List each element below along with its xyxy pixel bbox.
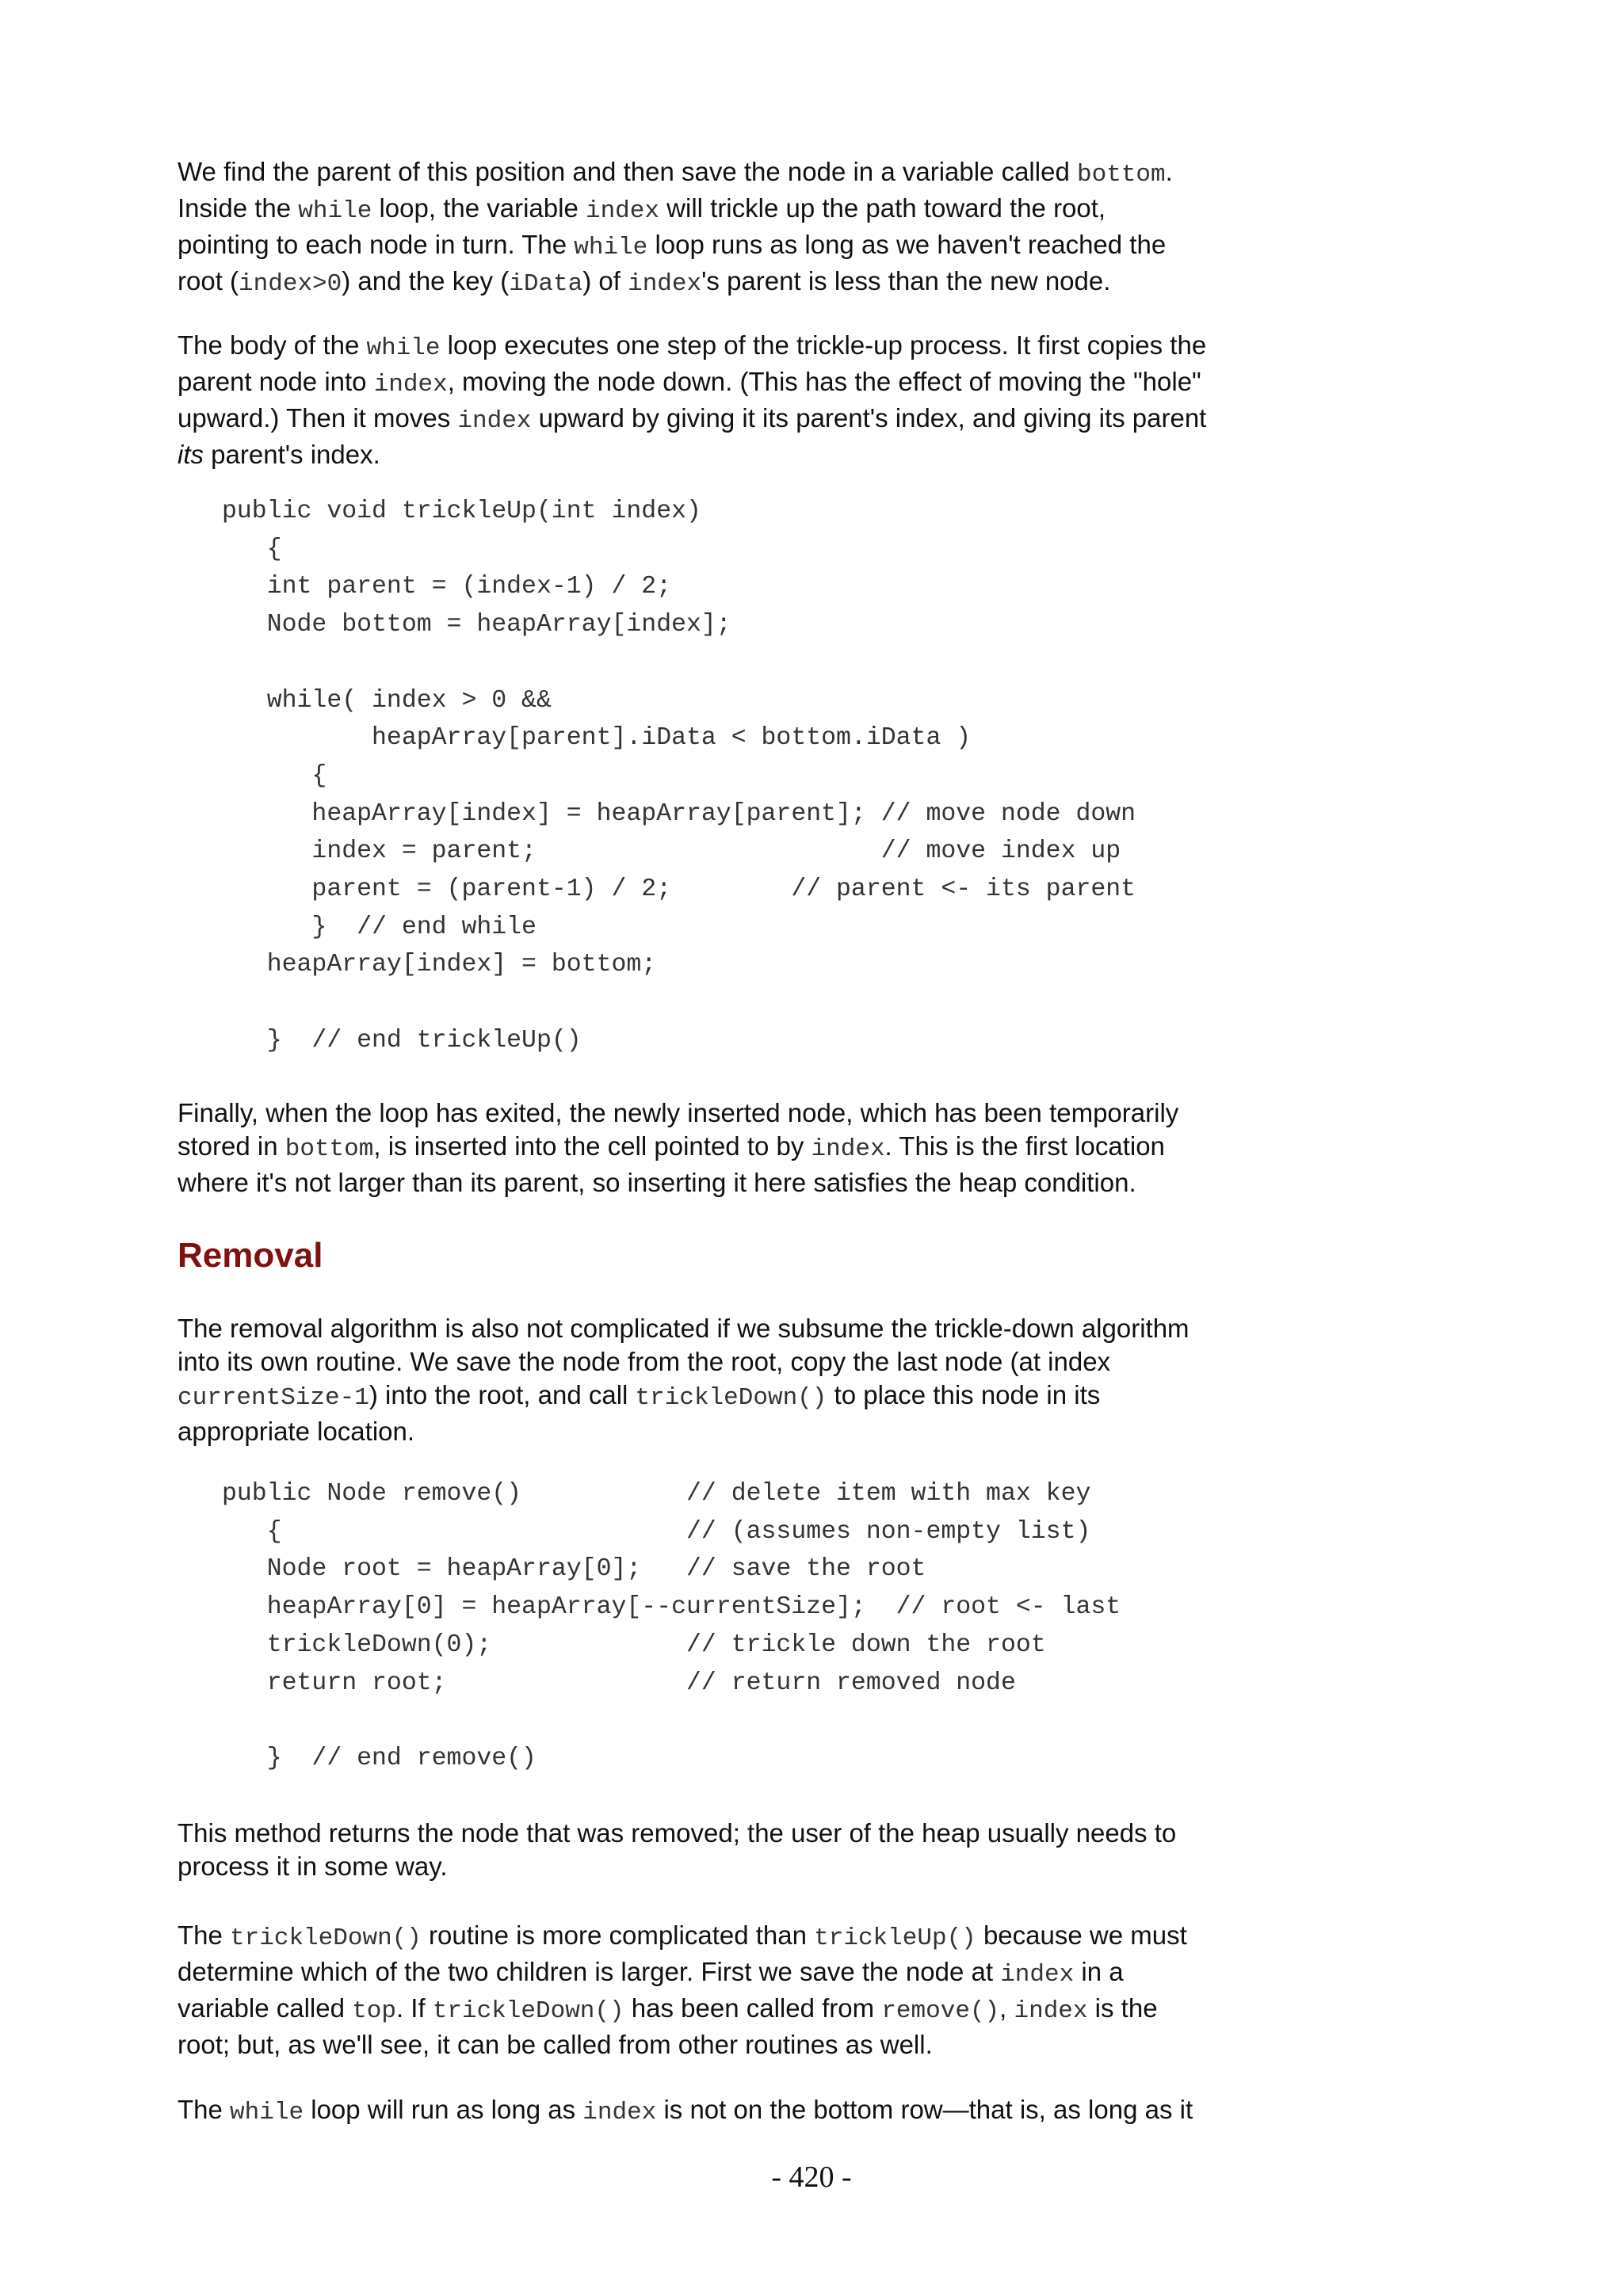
text: loop runs as long as we haven't reached the root ( <box>178 230 1167 296</box>
text: to place this node in its appropriate location. <box>178 1380 1101 1446</box>
text: Finally, when the loop has exited, the newly inserted node, which has been temporarily stored in <box>178 1098 1179 1161</box>
inline-code: index <box>1014 1997 1088 2025</box>
paragraph-find-parent <box>178 155 1173 301</box>
inline-code: index>0 <box>239 270 342 298</box>
text: will trickle up the path toward the root, pointing to each node in turn. The <box>178 193 1106 259</box>
paragraph-loop-exit <box>178 1097 1178 1199</box>
code-listing: public Node remove() // delete item with max key { // (assumes non-empty list) Node root = heapArray[0]; // save the root heapArray[0] = heapArray[--currentSize]; // root <- last trickleDown(0); // trickle down the root return root; // return removed node } // end remove() <box>222 1480 1121 1772</box>
page-number: - 420 - <box>771 2161 852 2194</box>
inline-code: currentSize-1 <box>178 1384 369 1412</box>
text: , <box>999 1993 1014 2023</box>
inline-code: index <box>1000 1961 1075 1989</box>
text: . This is the first location where it's not larger than its parent, so inserting it here satisfies the heap condition. <box>178 1131 1165 1197</box>
text: routine is more complicated than <box>421 1920 815 1950</box>
inline-code: bottom <box>285 1135 374 1163</box>
inline-code: trickleDown() <box>230 1924 422 1952</box>
paragraph-removal <box>178 1312 1190 1448</box>
text: This method returns the node that was removed; the user of the heap usually needs to process it in some way. <box>178 1818 1177 1881</box>
text: ) of <box>582 266 628 296</box>
inline-code: index <box>373 371 448 399</box>
section-heading-removal <box>178 1234 323 1277</box>
inline-code: while <box>574 234 648 261</box>
inline-code: index <box>628 270 702 298</box>
text: , moving the node down. (This has the effect of moving the "hole" upward.) Then it moves <box>178 367 1201 433</box>
inline-code: top <box>352 1997 396 2025</box>
text: ) into the root, and call <box>369 1380 636 1409</box>
text: loop will run as long as <box>304 2095 583 2124</box>
code-block-trickleup <box>222 493 1136 1060</box>
paragraph-return-node <box>178 1817 1176 1883</box>
text: , is inserted into the cell pointed to by <box>373 1131 812 1161</box>
inline-code: index <box>585 197 659 225</box>
inline-code: bottom <box>1076 161 1166 189</box>
text: because we must determine which of the two children is larger. First we save the node at <box>178 1920 1187 1986</box>
inline-code: trickleDown() <box>635 1384 827 1412</box>
text: . If <box>395 1993 433 2023</box>
text: The <box>178 2095 231 2124</box>
text: loop executes one step of the trickle-up process. It first copies the parent node into <box>178 330 1207 396</box>
inline-code: while <box>366 334 441 362</box>
inline-code: index <box>811 1135 885 1163</box>
inline-code: iData <box>509 270 583 298</box>
text: loop, the variable <box>372 193 586 223</box>
text: The body of the <box>178 330 367 360</box>
inline-code: index <box>582 2099 657 2126</box>
heading: Removal <box>178 1236 323 1275</box>
inline-code: while <box>298 197 372 225</box>
text: The <box>178 1920 231 1950</box>
text: 's parent is less than the new node. <box>701 266 1111 296</box>
paragraph-loop-body <box>178 329 1206 471</box>
text: is not on the bottom row—that is, as long as it <box>656 2095 1193 2124</box>
inline-code: trickleDown() <box>432 1997 624 2025</box>
text: upward by giving it its parent's index, and giving its parent <box>538 403 1207 433</box>
emphasis: its <box>178 440 204 469</box>
inline-code: trickleUp() <box>814 1924 976 1952</box>
inline-code: remove() <box>881 1997 1000 2025</box>
text: We find the parent of this position and then save the node in a variable called <box>178 157 1077 186</box>
inline-code: while <box>230 2099 304 2126</box>
text: The removal algorithm is also not complicated if we subsume the trickle-down algorithm into its own routine. We save the node from the root, copy the last node (at index <box>178 1314 1190 1376</box>
text: in a variable called <box>178 1957 1124 2023</box>
paragraph-trickledown <box>178 1919 1187 2061</box>
text: ) and the key ( <box>342 266 510 296</box>
code-block-remove <box>222 1475 1121 1778</box>
text: parent's index. <box>204 440 380 469</box>
inline-code: index <box>457 407 532 435</box>
paragraph-while-loop <box>178 2093 1193 2130</box>
text: is the root; but, as we'll see, it can be called from other routines as well. <box>178 1993 1158 2059</box>
code-listing: public void trickleUp(int index) { int parent = (index-1) / 2; Node bottom = heapArray[index]; while( index > 0 && heapArray[parent].iData < bottom.iData ) { heapArray[index] = heapArray[parent]; // move node down index = parent; // move index up parent = (parent-1) / 2; // parent <- its parent } // end while heapArray[index] = bottom; } // end trickleUp() <box>222 498 1136 1055</box>
text: . Inside the <box>178 157 1173 223</box>
text: has been called from <box>624 1993 882 2023</box>
